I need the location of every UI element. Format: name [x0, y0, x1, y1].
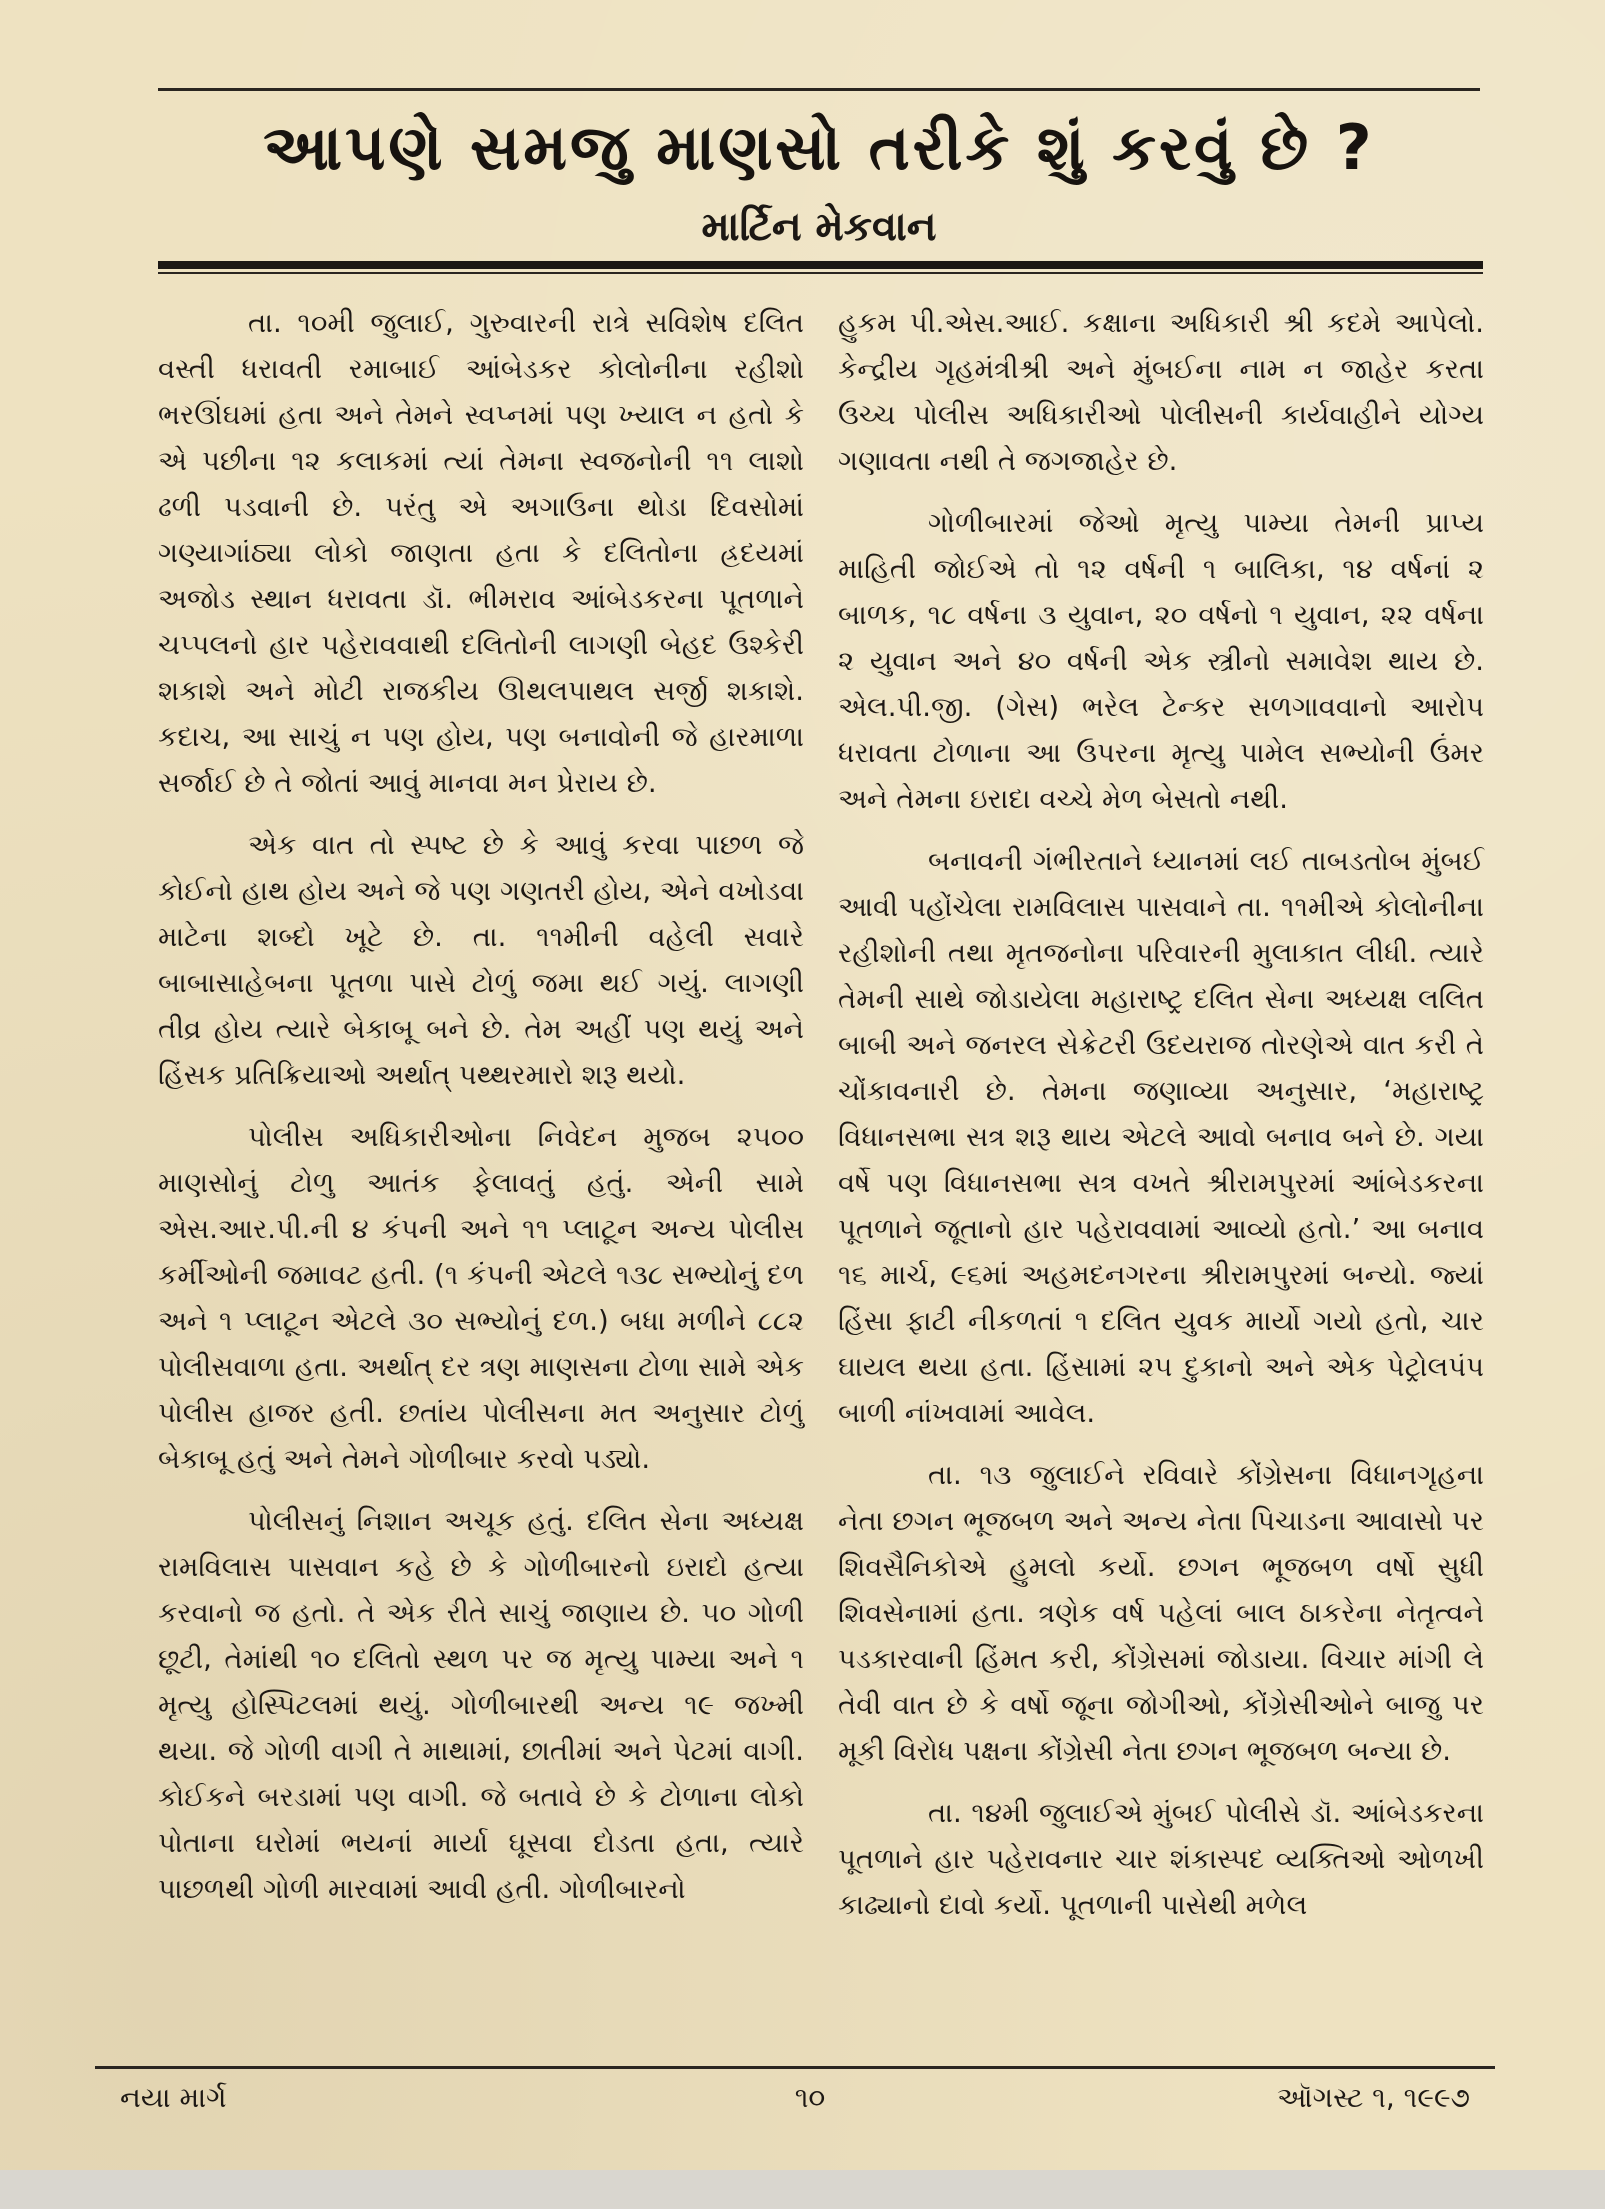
left-paragraph-4: પોલીસનું નિશાન અચૂક હતું. દલિત સેના અધ્યક્ષ રામવિલાસ પાસવાન કહે છે કે ગોળીબારનો ઇરાદો હત્યા કરવાનો જ હતો. તે એક રીતે સાચું જાણાય છે. ૫૦ ગોળી છૂટી, તેમાંથી ૧૦ દલિતો સ્થળ પર જ મૃત્યુ પામ્યા અને ૧ મૃત્યુ હોસ્પિટલમાં થયું. ગોળીબારથી અન્ય ૧૯ જખ્મી થયા. જે ગોળી વાગી તે માથામાં, છાતીમાં અને પેટમાં વાગી. કોઈકને બરડામાં પણ વાગી. જે બતાવે છે કે ટોળાના લોકો પોતાના ઘરોમાં ભયનાં માર્યા ઘૂસવા દોડતા હતા, ત્યારે પાછળથી ગોળી મારવામાં આવી હતી. ગોળીબારનો [158, 1505, 804, 1905]
right-column [838, 300, 1484, 1944]
right-paragraph-1: હુકમ પી.એસ.આઈ. કક્ષાના અધિકારી શ્રી કદમે આપેલો. કેન્દ્રીય ગૃહમંત્રીશ્રી અને મુંબઈના નામ ન જાહેર કરતા ઉચ્ચ પોલીસ અધિકારીઓ પોલીસની કાર્યવાહીને યોગ્ય ગણાવતા નથી તે જગજાહેર છે. [838, 307, 1484, 477]
right-paragraph-4: તા. ૧૩ જુલાઈને રવિવારે કોંગ્રેસના વિધાનગૃહના નેતા છગન ભૂજબળ અને અન્ય નેતા પિચાડના આવાસો પર શિવસૈનિકોએ હુમલો કર્યો. છગન ભૂજબળ વર્ષો સુધી શિવસેનામાં હતા. ત્રણેક વર્ષ પહેલાં બાલ ઠાકરેના નેતૃત્વને પડકારવાની હિંમત કરી, કોંગ્રેસમાં જોડાયા. વિચાર માંગી લે તેવી વાત છે કે વર્ષો જૂના જોગીઓ, કોંગ્રેસીઓને બાજુ પર મૂકી વિરોધ પક્ષના કોંગ્રેસી નેતા છગન ભૂજબળ બન્યા છે. [838, 1459, 1484, 1767]
left-paragraph-1: તા. ૧૦મી જુલાઈ, ગુરુવારની રાત્રે સવિશેષ દલિત વસ્તી ધરાવતી રમાબાઈ આંબેડકર કોલોનીના રહીશો ભરઊંઘમાં હતા અને તેમને સ્વપ્નમાં પણ ખ્યાલ ન હતો કે એ પછીના ૧૨ કલાકમાં ત્યાં તેમના સ્વજનોની ૧૧ લાશો ઢળી પડવાની છે. પરંતુ એ અગાઉના થોડા દિવસોમાં ગણ્યાગાંઠ્યા લોકો જાણતા હતા કે દલિતોના હ્રદયમાં અજોડ સ્થાન ધરાવતા ડૉ. ભીમરાવ આંબેડકરના પૂતળાને ચપ્પલનો હાર પહેરાવવાથી દલિતોની લાગણી બેહદ ઉશ્કેરી શકાશે અને મોટી રાજકીય ઊથલપાથલ સર્જી શકાશે. કદાચ, આ સાચું ન પણ હોય, પણ બનાવોની જે હારમાળા સર્જાઈ છે તે જોતાં આવું માનવા મન પ્રેરાય છે. [158, 307, 804, 799]
scan-margin [0, 2170, 1605, 2209]
right-paragraph-3: બનાવની ગંભીરતાને ધ્યાનમાં લઈ તાબડતોબ મુંબઈ આવી પહોંચેલા રામવિલાસ પાસવાને તા. ૧૧મીએ કોલોનીના રહીશોની તથા મૃતજનોના પરિવારની મુલાકાત લીધી. ત્યારે તેમની સાથે જોડાયેલા મહારાષ્ટ્ર દલિત સેના અધ્યક્ષ લલિત બાબી અને જનરલ સેક્રેટરી ઉદયરાજ તોરણેએ વાત કરી તે ચોંકાવનારી છે. તેમના જણાવ્યા અનુસાર, ‘મહારાષ્ટ્ર વિધાનસભા સત્ર શરૂ થાય એટલે આવો બનાવ બને છે. ગયા વર્ષે પણ વિધાનસભા સત્ર વખતે શ્રીરામપુરમાં આંબેડકરના પૂતળાને જૂતાનો હાર પહેરાવવામાં આવ્યો હતો.’ આ બનાવ ૧૬ માર્ચ, ૯૬માં અહમદનગરના શ્રીરામપુરમાં બન્યો. જ્યાં હિંસા ફાટી નીકળતાં ૧ દલિત યુવક માર્યો ગયો હતો, ચાર ઘાયલ થયા હતા. હિંસામાં ૨૫ દુકાનો અને એક પેટ્રોલપંપ બાળી નાંખવામાં આવેલ. [838, 845, 1484, 1429]
footer-page-number: ૧૦ [794, 2081, 826, 2114]
left-paragraph-2: એક વાત તો સ્પષ્ટ છે કે આવું કરવા પાછળ જે કોઈનો હાથ હોય અને જે પણ ગણતરી હોય, એને વખોડવા માટેના શબ્દો ખૂટે છે. તા. ૧૧મીની વહેલી સવારે બાબાસાહેબના પૂતળા પાસે ટોળું જમા થઈ ગયું. લાગણી તીવ્ર હોય ત્યારે બેકાબૂ બને છે. તેમ અહીં પણ થયું અને હિંસક પ્રતિક્રિયાઓ અર્થાત્ પથ્થરમારો શરૂ થયો. [158, 829, 804, 1091]
top-rule [158, 88, 1480, 91]
heading-rule-thin [158, 272, 1483, 274]
left-paragraph-3: પોલીસ અધિકારીઓના નિવેદન મુજબ ૨૫૦૦ માણસોનું ટોળુ આતંક ફેલાવતું હતું. એની સામે એસ.આર.પી.ની ૪ કંપની અને ૧૧ પ્લાટૂન અન્ય પોલીસ કર્મીઓની જમાવટ હતી. (૧ કંપની એટલે ૧૩૮ સભ્યોનું દળ અને ૧ પ્લાટૂન એટલે ૩૦ સભ્યોનું દળ.) બધા મળીને ૮૮૨ પોલીસવાળા હતા. અર્થાત્ દર ત્રણ માણસના ટોળા સામે એક પોલીસ હાજર હતી. છતાંય પોલીસના મત અનુસાર ટોળું બેકાબૂ હતું અને તેમને ગોળીબાર કરવો પડ્યો. [158, 1121, 804, 1475]
left-column [158, 300, 804, 1928]
right-paragraph-5: તા. ૧૪મી જુલાઈએ મુંબઈ પોલીસે ડૉ. આંબેડકરના પૂતળાને હાર પહેરાવનાર ચાર શંકાસ્પદ વ્યક્તિઓ ઓળખી કાઢ્યાનો દાવો કર્યો. પૂતળાની પાસેથી મળેલ [838, 1797, 1484, 1921]
article-author: માર્ટિન મેકવાન [701, 204, 937, 250]
footer-publication: નયા માર્ગ [120, 2081, 227, 2114]
footer-date: ઑગસ્ટ ૧, ૧૯૯૭ [1277, 2081, 1470, 2114]
heading-rule-heavy [158, 261, 1483, 269]
article-title: આપણે સમજુ માણસો તરીકે શું કરવું છે ? [263, 111, 1375, 184]
right-paragraph-2: ગોળીબારમાં જેઓ મૃત્યુ પામ્યા તેમની પ્રાપ્ય માહિતી જોઈએ તો ૧૨ વર્ષની ૧ બાલિકા, ૧૪ વર્ષનાં ૨ બાળક, ૧૮ વર્ષના ૩ યુવાન, ૨૦ વર્ષનો ૧ યુવાન, ૨૨ વર્ષના ૨ યુવાન અને ૪૦ વર્ષની એક સ્ત્રીનો સમાવેશ થાય છે. એલ.પી.જી. (ગેસ) ભરેલ ટેન્કર સળગાવવાનો આરોપ ધરાવતા ટોળાના આ ઉપરના મૃત્યુ પામેલ સભ્યોની ઉંમર અને તેમના ઇરાદા વચ્ચે મેળ બેસતો નથી. [838, 507, 1484, 815]
footer-rule [95, 2066, 1495, 2069]
